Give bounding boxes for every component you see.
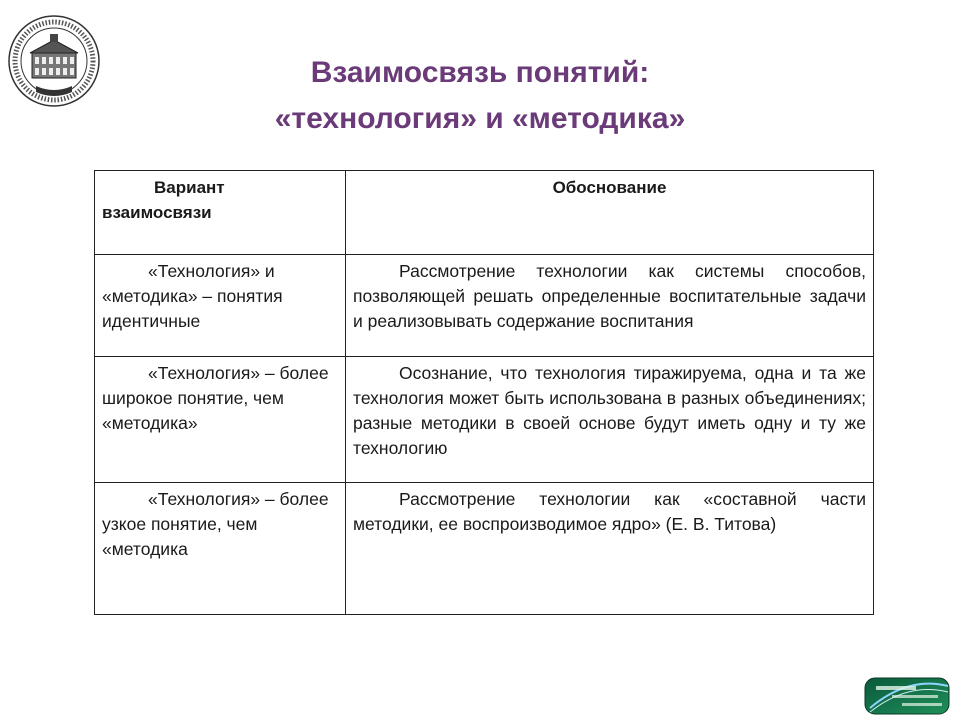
cell-variant: «Технология» – более широкое понятие, чем «методика» xyxy=(95,357,346,483)
title-line-1: Взаимосвязь понятий: xyxy=(310,56,650,89)
table-row xyxy=(95,255,874,357)
title-line-2: «технология» и «методика» xyxy=(274,102,686,135)
table-row xyxy=(95,483,874,615)
cell-reason: Осознание, что технология тиражируема, одна и та же технология может быть использована в разных объединениях; разные методики в своей основе будут иметь одну и ту же технологию xyxy=(346,357,874,483)
cell-reason: Рассмотрение технологии как «составной части методики, ее воспроизводимое ядро» (Е. В. Титова) xyxy=(346,483,874,615)
cell-reason: Рассмотрение технологии как системы способов, позволяющей решать определенные воспитательные задачи и реализовывать содержание воспитания xyxy=(346,255,874,357)
cell-variant: «Технология» и «методика» – понятия идентичные xyxy=(95,255,346,357)
header-reason: Обоснование xyxy=(346,171,874,255)
comparison-table xyxy=(94,170,874,615)
page-title xyxy=(0,50,960,142)
header-variant: Вариант взаимосвязи xyxy=(95,171,346,255)
department-badge-icon xyxy=(862,674,954,718)
cell-variant: «Технология» – более узкое понятие, чем «методика xyxy=(95,483,346,615)
table-header-row xyxy=(95,171,874,255)
table-row xyxy=(95,357,874,483)
